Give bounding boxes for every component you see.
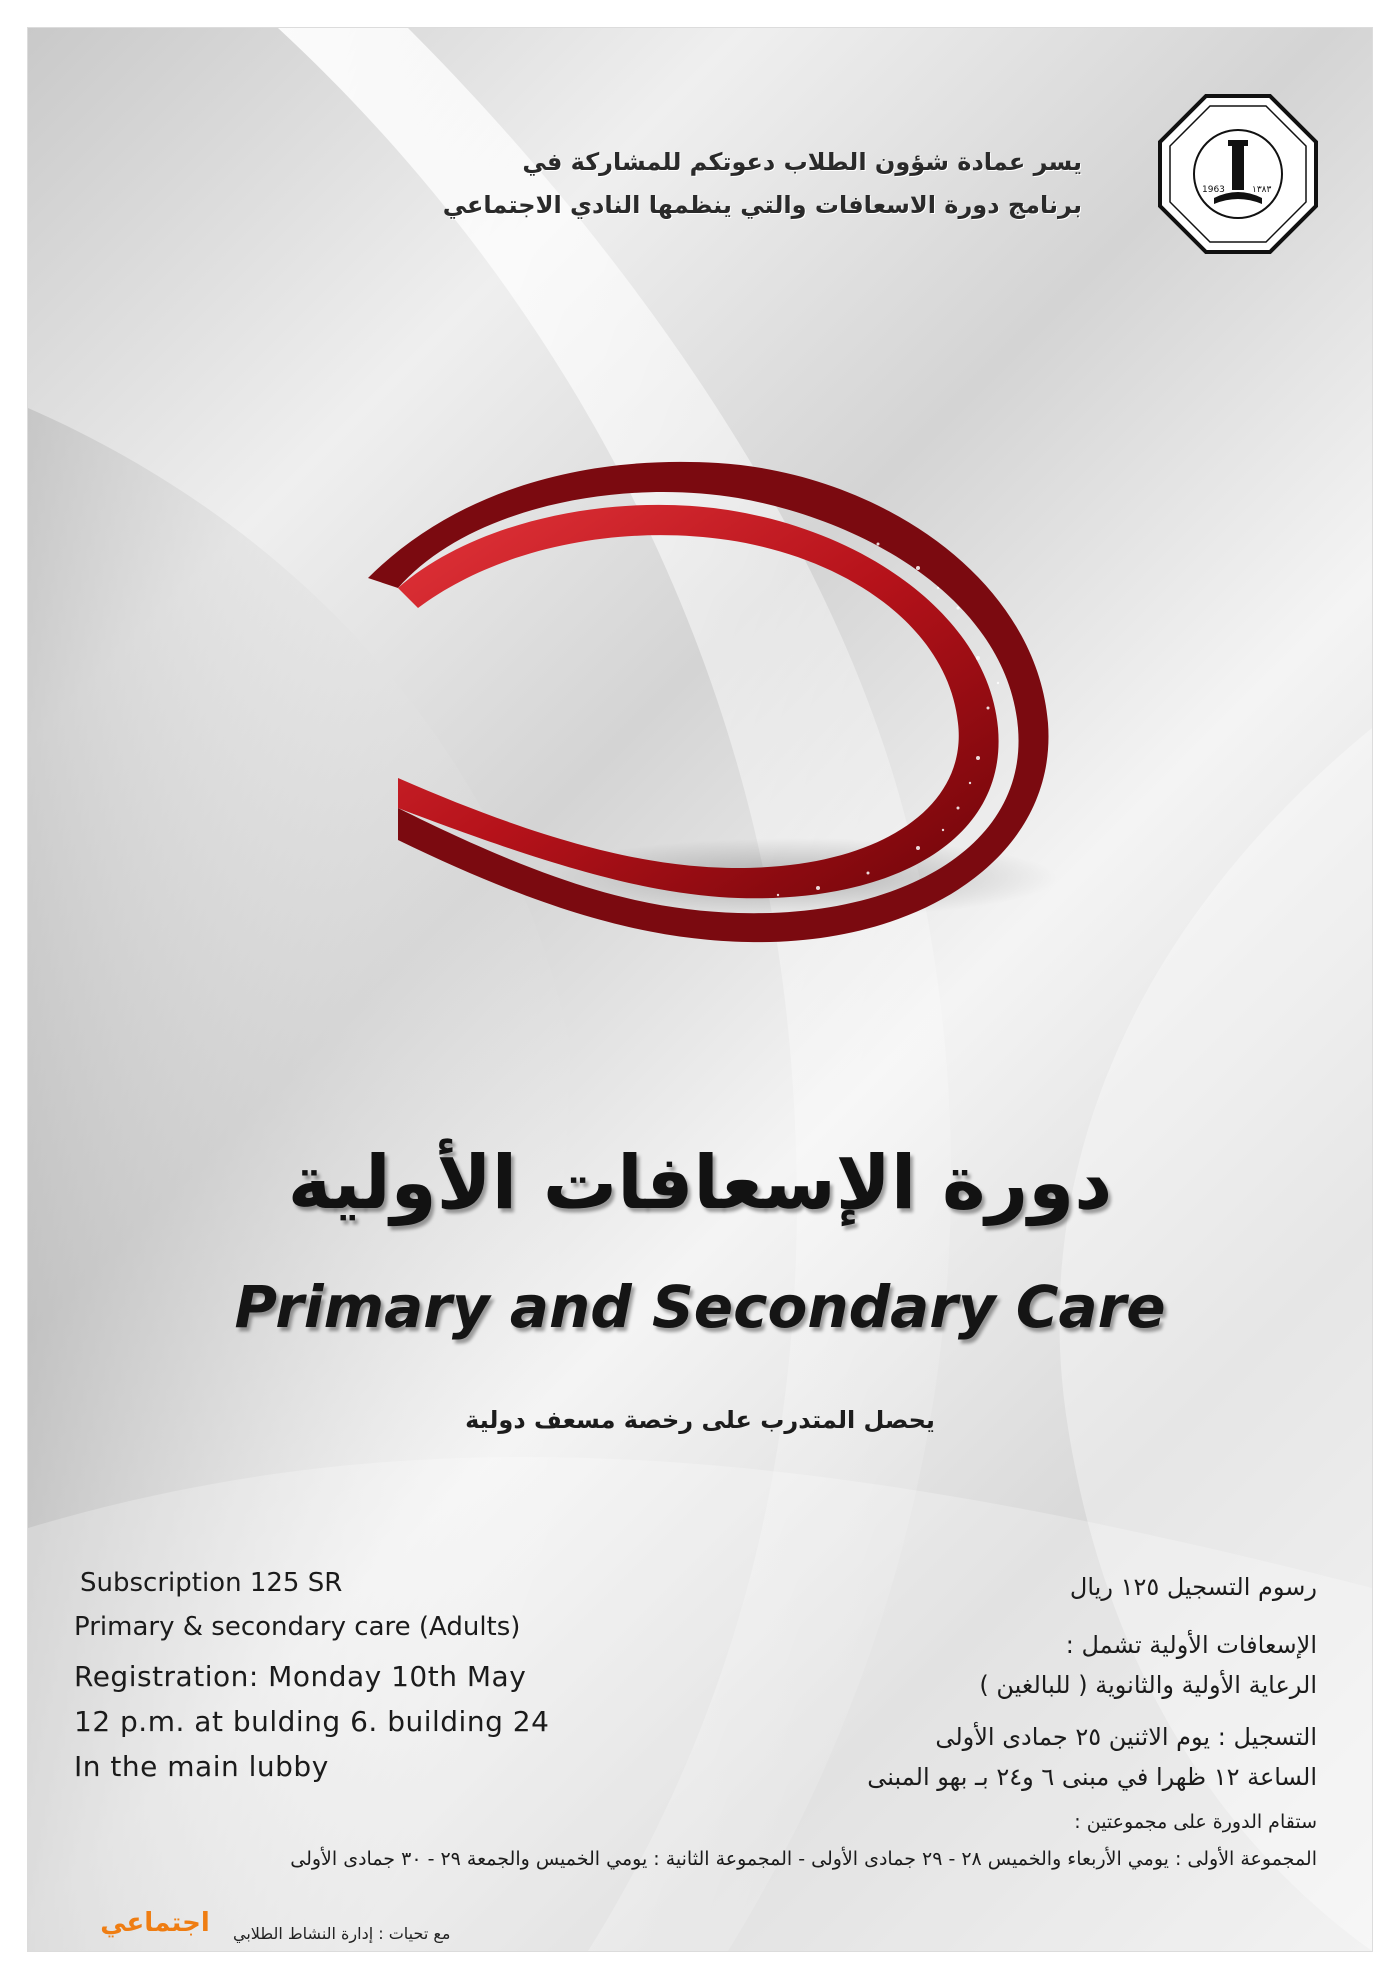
course-includes-ar: الإسعافات الأولية تشمل : [1065,1631,1317,1659]
social-club-logo: اجتماعي [100,1908,210,1938]
poster [28,28,1372,1951]
registration-time-place-en: 12 p.m. at bulding 6. building 24 [74,1705,550,1738]
red-crescent-icon [358,448,1078,968]
registration-date-ar: التسجيل : يوم الاثنين ٢٥ جمادى الأولى [935,1723,1317,1751]
subscription-fee-ar: رسوم التسجيل ١٢٥ ريال [1069,1573,1317,1601]
course-scope-ar: الرعاية الأولية والثانوية ( للبالغين ) [979,1671,1317,1699]
university-seal-icon [1158,94,1318,254]
course-title-english: Primary and Secondary Care [234,1273,1166,1341]
invite-line-2: برنامج دورة الاسعافات والتي ينظمها النادي الاجتماعي [442,191,1082,219]
registration-date-en: Registration: Monday 10th May [74,1660,527,1693]
course-scope-en: Primary & secondary care (Adults) [74,1612,521,1642]
registration-time-place-ar: الساعة ١٢ ظهرا في مبنى ٦ و٢٤ بـ بهو المبنى [867,1763,1317,1791]
groups-intro: ستقام الدورة على مجموعتين : [1074,1811,1317,1833]
arabic-details [697,1573,1317,1809]
english-details [74,1568,714,1795]
seal-year-hijri: ١٣٨٣ [1252,185,1272,195]
footer-credit: مع تحيات : إدارة النشاط الطلابي [233,1924,451,1943]
course-title-arabic: دورة الإسعافات الأولية [287,1140,1113,1226]
subscription-fee-en: Subscription 125 SR [80,1568,343,1598]
groups-schedule: المجموعة الأولى : يومي الأربعاء والخميس ٢٨ - ٢٩ جمادى الأولى - المجموعة الثانية : يومي الخميس والجمعة ٢٩ - ٣٠ جمادى الأولى [290,1848,1317,1870]
course-subtitle: يحصل المتدرب على رخصة مسعف دولية [465,1406,935,1434]
seal-year: 1963 [1202,185,1225,195]
invite-line-1: يسر عمادة شؤون الطلاب دعوتكم للمشاركة في [522,148,1082,176]
registration-location-en: In the main lubby [74,1750,329,1783]
